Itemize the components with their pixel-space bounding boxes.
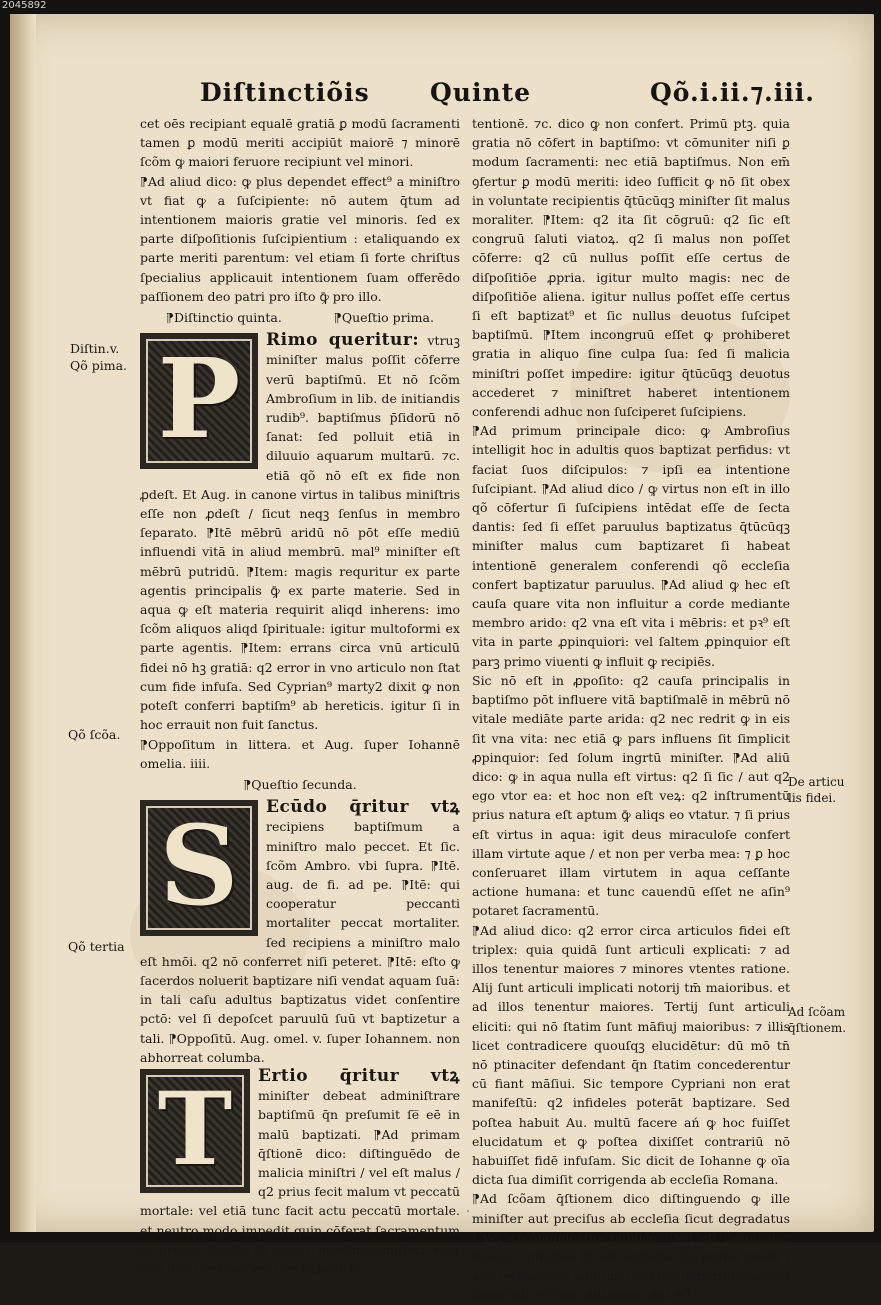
- shelfmark-label: 2045892: [2, 0, 47, 11]
- question-two-text: recipiens baptiſmum a miniſtro malo peccet. Et ſic. ſcõm Ambro. vbi ſupra. ⁋Itē. aug. de fi. ad pe. ⁋Itē: qui cooperatur peccanti mortaliter peccat mortaliter. ſed recipiens a miniſtro malo eſt hmōi. q2 nō conferret niſi peteret. ⁋Itē: eſto ꝙ ſacerdos noluerit baptizare niſi vendat aquam ſuā: in tali caſu adultus baptizatus videt conſentire pctō: vel ſi depoſcet paruulū ſuū vt baptizetur a tali. ⁋Oppoſitū. Aug. omel. v. ſuper Iohannem. non abhorreat columba.: [140, 819, 460, 1065]
- questio-prima-heading: ⁋Queſtio prima.: [333, 310, 434, 326]
- right-paragraph-1: tentionē. ⁊c. dico ꝙ non confert. Primū ptꝫ. quia gratia nō cōfert in baptiſmo: vt cōmuniter niſi ꝑ modum ſacramenti: nec etiā baptiſmus. Non em̄ ꝯfertur ꝑ modū meriti: ideo ſufficit ꝙ nō ſit obex in voluntate recipientis q̄tūcūqꝫ miniſter ſit malus moraliter. ⁋Item: q2 ita ſit cōgruū: q2 ſic eſt congruū ſaluti viatoꝝ. q2 ſi malus non poſſet cōferre: q2 cū nullus poſſit eſſe certus de diſpoſitiōe ꝓpria. igitur multo magis: nec de diſpoſitiōe aliena. igitur nullus poſſet eſſe certus ſi eſt baptizat⁹ et ſic nullus deuotus ſuſcipet baptiſmū. ⁋Item incongruū eſſet ꝙ prohiberet gratia in aliquo ſine culpa ſua: ſed ſi malicia miniſtri poſſet impedire: igitur q̄tūcūqꝫ deuotus accederet ⁊ miniſtret haberet intentionem conferendi adhuc non ſuſciperet ſuſcipiens.: [472, 116, 790, 420]
- decorated-initial-t: [140, 1069, 250, 1193]
- margin-q-secunda: Qõ ſcõa.: [68, 727, 121, 742]
- questio-secunda-row: [140, 775, 460, 794]
- margin-de-articulis-1: De articu: [788, 775, 845, 789]
- question-one-text: vtruꝫ miniſter malus poſſit cōferre verū baptiſmū. Et nō ſcõm Ambroſium in lib. de initiandis rudib⁹. baptiſmus p̄ſidorū nō ſanat: ſed polluit etiā in diluuio aquarum multarū. ⁊c. etiā qõ nō eſt ex fide non ꝓdeſt. Et Aug. in canone virtus in talibus miniſtris eſſe non ꝓdeſt / ſicut neqꝫ ſenſus in membro ſeparato. ⁋Itē mēbrū aridū nō pōt eſſe mediū influendi vitā in aliud membrū. mal⁹ miniſter eſt mēbrū putridū. ⁋Item: magis requritur ex parte agentis principalis ꝙ̄ ex parte materie. Sed in aqua ꝙ eſt materia requirit aliqd inherens: imo ſcõm aliquos aliqd ſpirituale: igitur multoformi ex parte agentis. ⁋Item: errans circa vnū articulū fidei nō hꝫ gratiā: q2 error in vno articulo non ſtat cum fide infuſa. Sed Cyprian⁹ marty2 dixit ꝙ non poteſt conferri baptiſm⁹ ab hereticis. igitur ſi in hoc errauit non fuit ſanctus.: [140, 333, 460, 733]
- left-ad-aliud-text: ⁋Ad aliud dico: ꝙ plus dependet effect⁹ a miniſtro vt fiat ꝙ a ſuſcipiente: nō autem q̄tum ad intentionem maioris gratie vel minoris. ſed ex parte diſpoſitionis ſuſcipientium : etaliquando ex parte meriti parentum: vel etiam ſi forte chriſtus ſpecialius applicauit intentionem ſuam offerēdo paſſionem deo patri pro iſto ꝙ̄ pro illo.: [140, 173, 460, 304]
- margin-de-articulis-2: lis fidei.: [788, 791, 837, 805]
- question-three-text: miniſter debeat adminiſtrare baptiſmū q̄n preſumit ſe̅ eē in malū baptizati. ⁋Ad primam q̄ſtionē dico: diſtinguēdo de malicia miniſtri / vel eſt malus / q2 prius fecit malum vt peccatū mortale: vel etiā tunc facit actu peccatū mortale. et neutro modo impedit quin cōferat ſacramentum et gratia. Si aūt ſit malus ingrūm miniſter: vt ꝙ non dicat verba / vel non habeat in: [140, 1088, 460, 1276]
- question-two-block: [140, 798, 460, 1067]
- question-two-lead: Ecūdo q̄ritur vtꝝ: [266, 797, 460, 818]
- page-gutter: [10, 14, 36, 1232]
- questio-secunda-heading: ⁋Queſtio ſecunda.: [243, 776, 357, 792]
- margin-ad-scdam-2: q̄ſtionem.: [788, 1021, 847, 1035]
- question-three-lead: Ertio q̄ritur vtꝝ: [258, 1065, 460, 1086]
- left-opening-text: cet oēs recipiant equalē gratiā ꝑ modū ſacramenti tamen ꝑ modū meriti accipiūt maiorē ⁊ minorē ſcõm ꝙ maiori feruore recipiunt vel minori.: [140, 116, 460, 170]
- question-one-block: [140, 331, 460, 734]
- initial-letter: P: [157, 334, 241, 464]
- margin-note-distinctio: [70, 340, 127, 374]
- margin-distinctio: Diſtin.v.: [70, 341, 120, 356]
- margin-note-ad-secundam: [788, 1004, 846, 1036]
- running-header: [200, 78, 815, 114]
- right-paragraph-4: ⁋Ad aliud dico: q2 error circa articulos fidei eſt triplex: quia quidā ſunt articuli explicati: ⁊ ad illos tenentur maiores ⁊ minores vtentes ratione. Alij ſunt articuli implicati notorij tm̄ maioribus. et ad illos tenentur maiores. Tertij ſunt articuli eliciti: qui nō ſtatim ſunt māfiuj maioribus: ⁊ illis licet contradicere quouſqꝫ elucidētur: dū mō tn̄ nō ptinaciter defendant q̄n ſtatim concederentur cū fiant māſiui. Sic tempore Cypriani non erat manifeſtū: q2 infideles poterāt baptizare. Sed poſtea habuit Au. multū facere ań ꝙ hoc fuiſſet elucidatum et ꝙ poſtea dixiſſet contrariū nō habuiſſet fidē infuſam. Sic dicit de Iohanne ꝙ oīa dicta ſua dimiſit corrigenda ab eccleſia Romana.: [472, 922, 790, 1188]
- left-column: [140, 114, 460, 1278]
- manuscript-page: [10, 14, 874, 1303]
- right-paragraph-2: ⁋Ad primum principale dico: ꝙ Ambroſius intelligit hoc in adultis quos baptizat perfidus: vt faciat ſuos diſcipulos: ⁊ ipſi ea intentione ſuſcipiant. ⁋Ad aliud dico / ꝙ virtus non eſt in illo qõ cōfertur ſi ſuſcipiens intēdat eſſe de ſecta dantis: ſed ſi eſſet paruulus baptizatus q̄tūcūqꝫ miniſter malus cum baptizaret ſi habeat intentionē generalem conferendi qõ eccleſia confert baptizatur paruulus. ⁋Ad aliud ꝙ hec eſt cauſa quare vita non influitur a corde mediante membro arido: q2 vna eſt vita i mēbris: et pꝛ⁹ eſt vita in parte ꝓpinquiori: vel ſaltem ꝓpinquior eſt parꝫ primo viuenti ꝙ influit ꝙ recipiēs.: [472, 423, 790, 669]
- right-paragraph-5: ⁋Ad ſcõam q̄ſtionem dico diſtinguendo ꝙ ille miniſter aut preciſus ab eccleſia ſicut degradatus / vel excōmunicatus publice / vel eſt ſimpliciter malus / pmiſſus tn̄ ab eccleſia. Si primo modo / aut recipiēs eſt adultus / vel ipe deportat paruulū ſuum tali. et tunc diſtinguo. aut eſt: [472, 1191, 790, 1303]
- decorated-initial-p: [140, 333, 258, 469]
- decorated-initial-s: [140, 800, 258, 936]
- section-heading-row: [140, 308, 460, 327]
- question-one-oppositum: ⁋Oppoſitum in littera. et Aug. ſuper Iohannē omelia. iiii.: [140, 736, 460, 771]
- distinctio-heading: ⁋Diſtinctio quinta.: [166, 310, 282, 326]
- initial-letter: S: [159, 801, 239, 931]
- margin-ad-scdam-1: Ad ſcõam: [788, 1005, 846, 1019]
- margin-q-prima: Qõ pima.: [70, 358, 128, 373]
- header-middle: Quinte: [430, 78, 532, 107]
- right-column: [472, 114, 790, 1305]
- signature-mark: ·: [465, 1204, 471, 1220]
- margin-q-tertia: Qõ tertia: [68, 939, 125, 954]
- question-three-block: [140, 1067, 460, 1278]
- margin-note-de-articulis: [788, 774, 845, 806]
- question-one-lead: Rimo queritur:: [266, 330, 420, 351]
- header-folio: Qõ.i.ii.⁊.iii.: [650, 78, 815, 107]
- header-left: Diſtinctiõis: [200, 78, 370, 107]
- initial-letter: T: [157, 1069, 233, 1188]
- right-paragraph-3: Sic nō eſt in ꝓpoſito: q2 cauſa principalis in baptiſmo pōt influere vitā baptiſmalē in mēbrū nō vitale mediāte parte arida: q2 nec redrit ꝙ in eis ſit vna vita: nec etiā ꝙ pars influens ſit ſimplicit ꝓpinquior: ſed ſolum ingrtū miniſter. ⁋Ad aliū dico: ꝙ in aqua nulla eſt virtus: q2 ſi ſic / aut q2 ego vtor ea: et hoc non eſt veꝝ: q2 inſtrumentū prius natura eſt aptum ꝙ̄ aliqs eo vtatur. ⁊ ſi prius eſt virtus in aqua: igit deus miraculoſe confert illam virtute aque / et non per verba mea: ⁊ ꝑ hoc conſeruaret illam virtutem in aqua ceſſante actione humana: et tunc cauendū eſſet ne aſin⁹ potaret ſacramentū.: [472, 672, 790, 919]
